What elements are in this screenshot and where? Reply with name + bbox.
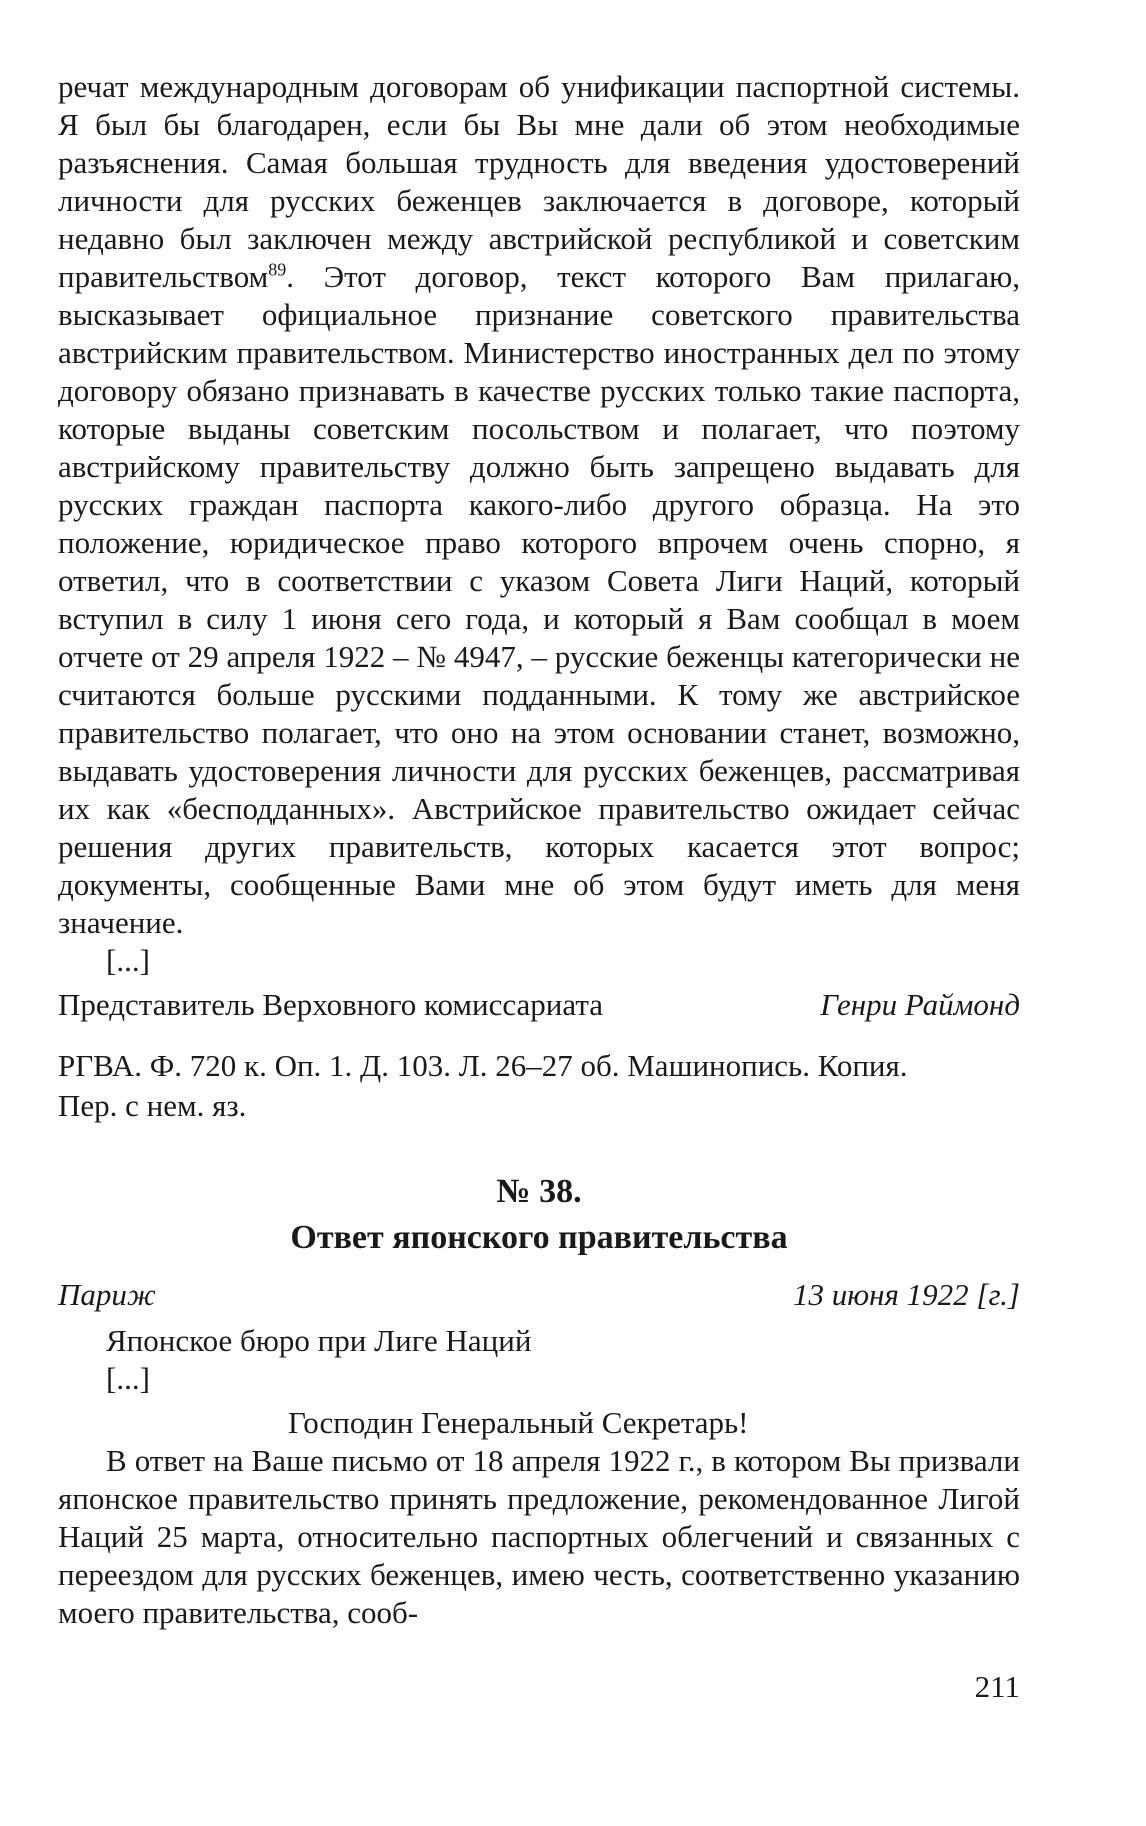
signatory-name: Генри Раймонд — [820, 987, 1020, 1022]
salutation: Господин Генеральный Секретарь! — [288, 1405, 749, 1440]
document-number: № 38. — [496, 1173, 582, 1210]
omission-mark-2: [...] — [106, 1361, 150, 1396]
place-date-row — [58, 1276, 1020, 1314]
document-sender: Японское бюро при Лиге Наций — [106, 1323, 532, 1358]
signature-block — [58, 986, 1020, 1024]
paragraph-text-part-1: речат международным договорам об унификации паспортной системы. Я был бы благодарен, если бы Вы мне дали об этом необходимые разъяснения. Самая большая трудность для введения удостоверений личности для русских беженцев заключается в договоре, который недавно был заключен между австрийской республикой и советским правительством — [58, 69, 1020, 294]
omission-mark: [...] — [106, 943, 150, 978]
letter-continuation-paragraph — [58, 68, 1020, 942]
archive-source-note — [58, 1046, 1020, 1126]
signatory-position: Представитель Верховного комиссариата — [58, 987, 604, 1022]
footnote-reference[interactable]: 89 — [268, 259, 287, 280]
page-content — [58, 68, 1020, 1632]
document-place: Париж — [58, 1277, 156, 1312]
archive-source-line-2: Пер. с нем. яз. — [58, 1088, 247, 1123]
archive-source-line-1: РГВА. Ф. 720 к. Оп. 1. Д. 103. Л. 26–27 об. Машинопись. Копия. — [58, 1048, 908, 1083]
document-date: 13 июня 1922 [г.] — [793, 1277, 1020, 1312]
document-body-paragraph: В ответ на Ваше письмо от 18 апреля 1922 г., в котором Вы призвали японское правительство принять предложение, рекомендованное Лигой Наций 25 марта, относительно паспортных облегчений и связанных с переездом для русских беженцев, имею честь, соответственно указанию моего правительства, сооб- — [58, 1443, 1020, 1630]
paragraph-text-part-2: . Этот договор, текст которого Вам прилагаю, высказывает официальное признание советского правительства австрийским правительством. Министерство иностранных дел по этому договору обязано признавать в качестве русских только такие паспорта, которые выданы советским посольством и полагает, что поэтому австрийскому правительству должно быть запрещено выдавать для русских граждан паспорта какого-либо другого образца. На это положение, юридическое право которого впрочем очень спорно, я ответил, что в соответствии с указом Совета Лиги Наций, который вступил в силу 1 июня сего года, и который я Вам сообщал в моем отчете от 29 апреля 1922 – № 4947, – русские беженцы категорически не считаются больше русскими подданными. К тому же австрийское правительство полагает, что оно на этом основании станет, возможно, выдавать удостоверения личности для русских беженцев, рассматривая их как «бесподданных». Австрийское правительство ожидает сейчас решения других правительств, которых касается этот вопрос; документы, сообщенные Вами мне об этом будут иметь для меня значение. — [58, 259, 1020, 940]
page-number: 211 — [974, 1669, 1020, 1704]
document-title: Ответ японского правительства — [290, 1219, 788, 1256]
